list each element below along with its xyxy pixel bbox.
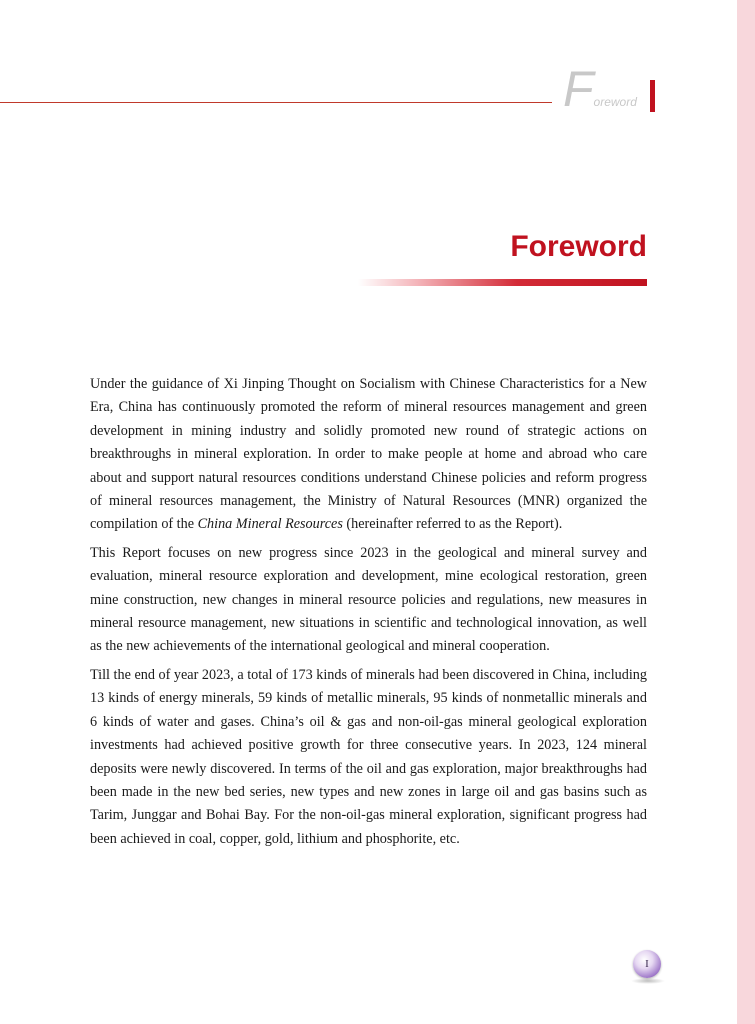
page-title: Foreword <box>510 230 647 263</box>
report-title-italic: China Mineral Resources <box>197 516 343 533</box>
paragraph-3: Till the end of year 2023, a total of 173 kinds of minerals had been discovered in China, including 13 kinds of energy minerals, 59 kinds of metallic minerals, 95 kinds of nonmetallic minerals and 6 kinds of water and gases. China’s oil & gas and non-oil-gas mineral geological exploration investments had achieved positive growth for three consecutive years. In 2023, 124 mineral deposits were newly discovered. In terms of the oil and gas exploration, major breakthroughs had been made in the new bed series, new types and new zones in large oil and gas basins such as Tarim, Junggar and Bohai Bay. For the non-oil-gas mineral exploration, significant progress had been achieved in coal, copper, gold, lithium and phosphorite, etc. <box>90 666 647 847</box>
header-bar <box>650 80 655 112</box>
running-header-initial: F <box>563 61 594 117</box>
title-underline-bar <box>358 279 647 286</box>
paragraph-1 <box>90 373 647 537</box>
body-text <box>90 373 647 856</box>
side-strip <box>737 0 755 1024</box>
paragraph-1-after: (hereinafter referred to as the Report). <box>342 516 563 533</box>
paragraph-1-before: Under the guidance of Xi Jinping Thought on Socialism with Chinese Characteristics for a New Era, China has continuously promoted the reform of mineral resources management and green development in mining industry and solidly promoted new round of strategic actions on breakthroughs in mineral exploration. In order to make people at home and abroad who care about and support natural resources conditions understand Chinese policies and reform progress of mineral resources management, the Ministry of Natural Resources (MNR) organized the compilation of the <box>90 376 647 533</box>
page-number-badge <box>633 950 661 978</box>
page-number: I <box>645 958 649 970</box>
running-header-rest: oreword <box>593 95 637 109</box>
badge-shadow <box>631 978 665 984</box>
header-rule <box>0 102 552 103</box>
paragraph-2: This Report focuses on new progress since 2023 in the geological and mineral survey and evaluation, mineral resource exploration and development, mine ecological restoration, green mine construction, new changes in mineral resource policies and regulations, new measures in mineral resource management, new situations in scientific and technological innovation, as well as the new achievements of the international geological and mineral cooperation. <box>90 544 647 655</box>
running-header <box>563 61 637 117</box>
